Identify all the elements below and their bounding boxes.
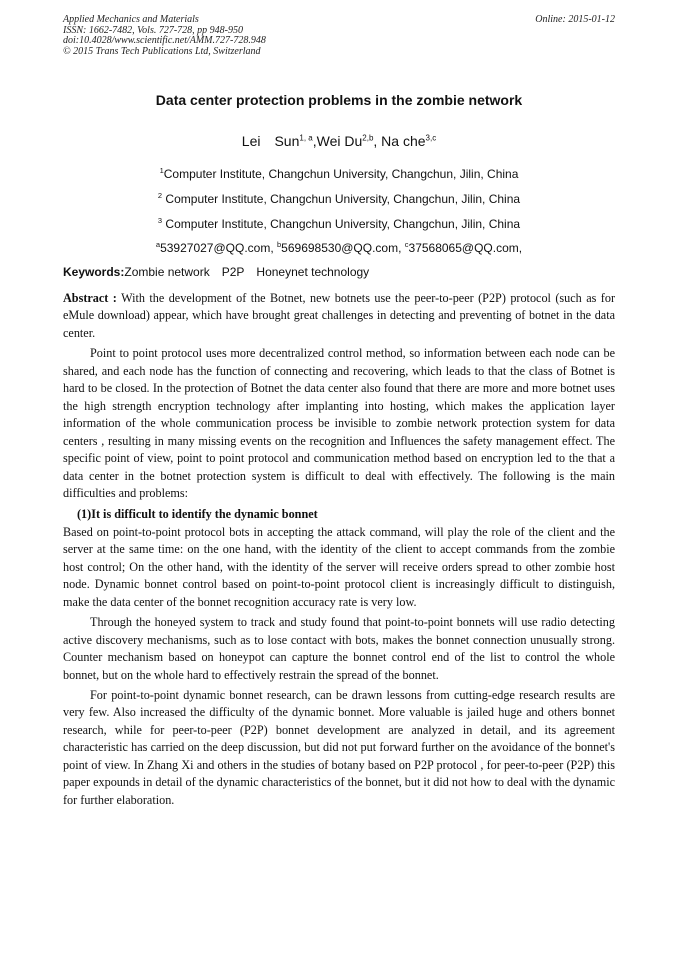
- journal-header: [63, 15, 615, 57]
- affiliation-sup: 2: [157, 191, 163, 200]
- author-name: Lei Sun: [241, 133, 300, 149]
- author-affiliation-sup: 3,c: [425, 133, 437, 143]
- email-address: 569698530@QQ.com,: [281, 241, 405, 255]
- keyword: Zombie network: [124, 265, 210, 279]
- keyword: P2P: [221, 265, 245, 279]
- author-separator: ,: [312, 133, 317, 149]
- abstract-text: With the development of the Botnet, new botnets use the peer-to-peer (P2P) protocol (such as for eMule download) appear, which have brought great challenges in detecting and preventing of botnet in the data center.: [63, 291, 615, 340]
- keyword: Honeynet technology: [256, 265, 370, 279]
- author-affiliation-sup: 2,b: [362, 133, 374, 143]
- paragraph: Based on point-to-point protocol bots in accepting the attack command, will play the role of the client and the server at the same time: on the one hand, with the identity of the client to accept commands from the zombie host control; On the other hand, with the identity of the server will receive orders spread to other zombie host node. Dynamic bonnet control based on point-to-point protocol client is increasingly difficult to distinguish, make the data center of the bonnet recognition accuracy rate is very low.: [63, 524, 615, 609]
- abstract: [63, 290, 615, 342]
- email-sup: a: [155, 240, 161, 249]
- email-address: 53927027@QQ.com,: [160, 241, 277, 255]
- author-separator: ,: [373, 133, 378, 149]
- affiliation-2: [63, 192, 615, 206]
- affiliation-text: Computer Institute, Changchun University, Changchun, Jilin, China: [162, 192, 521, 206]
- section-heading: (1)It is difficult to identify the dynamic bonnet: [77, 507, 318, 522]
- author-name: Na che: [377, 133, 426, 149]
- issn-line: ISSN: 1662-7482, Vols. 727-728, pp 948-950: [63, 24, 243, 36]
- author-name: Wei Du: [316, 133, 363, 149]
- online-date: Online: 2015-01-12: [535, 14, 615, 25]
- affiliation-1: [63, 167, 615, 181]
- keywords: [63, 265, 615, 279]
- email-sup: c: [404, 240, 409, 249]
- affiliation-text: Computer Institute, Changchun University, Changchun, Jilin, China: [163, 167, 519, 181]
- keywords-label: Keywords:: [63, 265, 125, 279]
- email-sup: b: [277, 240, 282, 249]
- journal-name: Applied Mechanics and Materials: [63, 14, 199, 25]
- email-line: [63, 241, 615, 255]
- paper-title: Data center protection problems in the zombie network: [155, 92, 523, 108]
- paragraph: For point-to-point dynamic bonnet research, can be drawn lessons from cutting-edge research results are very few. Also increased the difficulty of the dynamic bonnet. More valuable is jailed huge and others bonnet research, while for peer-to-peer (P2P) bonnet development are analyzed in detail, and its agreement characteristic has carried on the deep discussion, but did not put forward further on the avoidance of the bonnet's point of view. In Zhang Xi and others in the studies of botany based on P2P protocol , for peer-to-peer (P2P) this paper expounds in detail of the dynamic characteristics of the bonnet, but it did not how to deal with the dynamic for further elaboration.: [63, 687, 616, 807]
- paper-body: [63, 290, 615, 812]
- affiliation-sup: 3: [157, 216, 163, 225]
- abstract-label: Abstract :: [63, 291, 117, 305]
- author-affiliation-sup: 1, a: [299, 133, 313, 143]
- affiliation-text: Computer Institute, Changchun University, Changchun, Jilin, China: [162, 217, 521, 231]
- doi-line: doi:10.4028/www.scientific.net/AMM.727-728.948: [63, 35, 266, 46]
- paragraph: Through the honeyed system to track and study found that point-to-point bonnets will use radio detecting active discovery mechanisms, such as to lose contact with bots, makes the bonnet connection unusually strong. Counter mechanism based on honeypot can capture the bonnet control end of the list to control the whole bonnet, but on the whole hard to effectively restrain the spread of the bonnet.: [63, 615, 615, 682]
- copyright-line: © 2015 Trans Tech Publications Ltd, Switzerland: [63, 45, 261, 57]
- email-address: 37568065@QQ.com,: [408, 241, 523, 255]
- paragraph: Point to point protocol uses more decentralized control method, so information between each node can be shared, and each node has the function of connecting and recovering, which leads to that the class of Botnet is hard to be closed. In the protection of Botnet the data center also found that there are more and more botnet uses the high strength encryption technology after implanting into hosting, which makes the application layer information of the whole communication process be invisible to zombie network protection system for data centers , resulting in many missing events on the recognition and Influences the safety management effect. The specific point of view, point to point protocol and communication method based on encryption led to the that a data center in the botnet protection system is difficult to deal with effectively. The following is the main difficulties and problems:: [63, 346, 615, 500]
- author-list: [63, 133, 615, 149]
- affiliation-sup: 1: [159, 166, 164, 175]
- affiliation-3: [63, 217, 615, 231]
